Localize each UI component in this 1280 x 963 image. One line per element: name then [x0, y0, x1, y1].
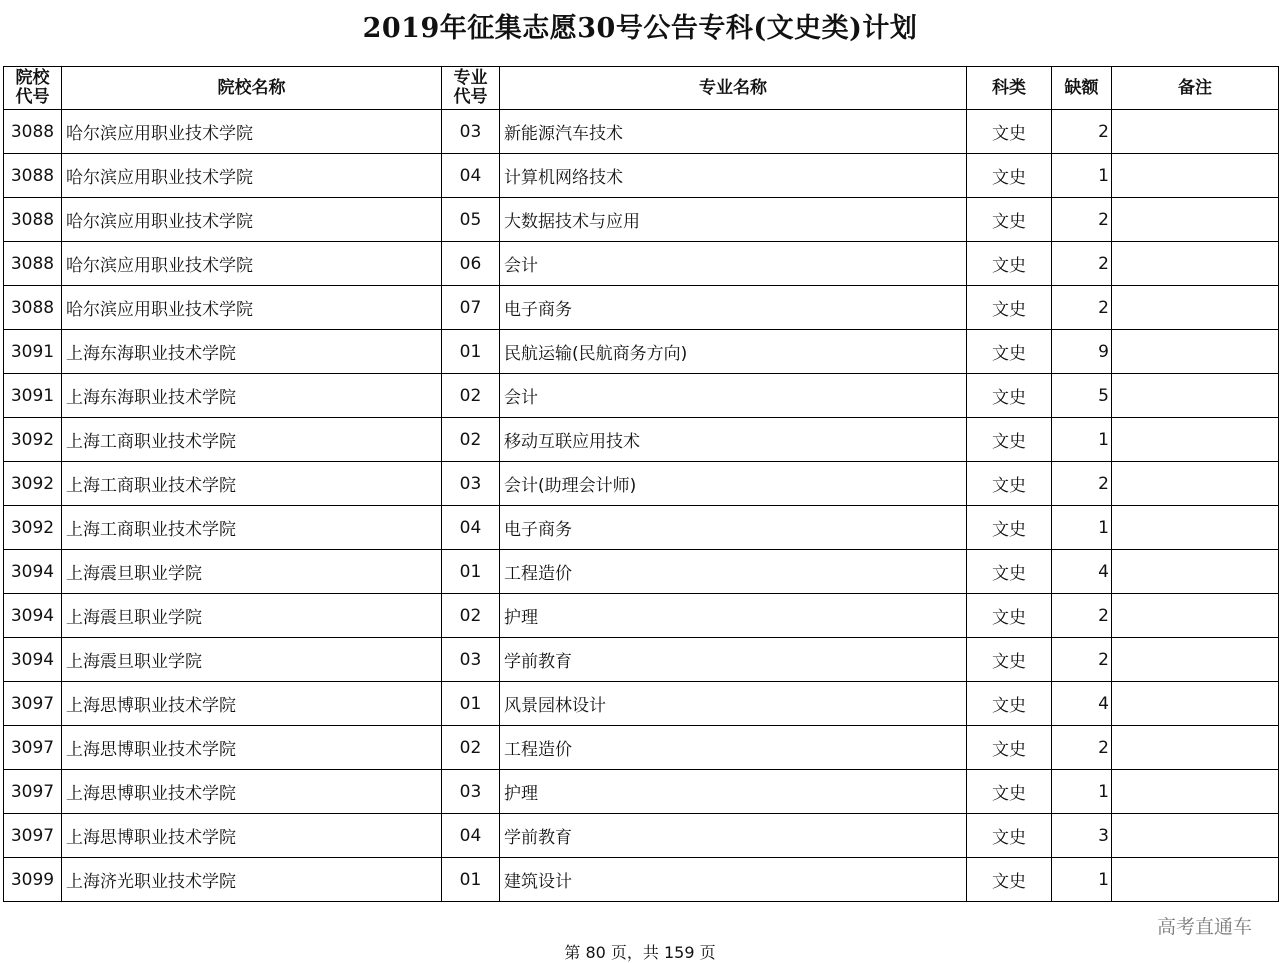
cell-vacancy: 5 — [1052, 374, 1112, 418]
table-header-row — [4, 67, 1279, 110]
cell-remark — [1112, 418, 1279, 462]
cell-major-name: 护理 — [500, 594, 967, 638]
cell-major-name: 会计 — [500, 242, 967, 286]
cell-major-code: 03 — [442, 110, 500, 154]
cell-major-code: 01 — [442, 682, 500, 726]
cell-school-code: 3097 — [4, 682, 62, 726]
cell-major-code: 07 — [442, 286, 500, 330]
cell-major-code: 02 — [442, 418, 500, 462]
cell-remark — [1112, 110, 1279, 154]
cell-vacancy: 1 — [1052, 418, 1112, 462]
cell-vacancy: 4 — [1052, 550, 1112, 594]
cell-school-code: 3099 — [4, 858, 62, 902]
table-row — [4, 154, 1279, 198]
cell-school-name: 上海东海职业技术学院 — [62, 374, 442, 418]
cell-category: 文史 — [967, 638, 1052, 682]
cell-school-name: 上海工商职业技术学院 — [62, 462, 442, 506]
cell-category: 文史 — [967, 506, 1052, 550]
cell-remark — [1112, 154, 1279, 198]
cell-major-name: 电子商务 — [500, 286, 967, 330]
cell-category: 文史 — [967, 858, 1052, 902]
cell-major-name: 会计(助理会计师) — [500, 462, 967, 506]
table-row — [4, 242, 1279, 286]
cell-remark — [1112, 682, 1279, 726]
cell-category: 文史 — [967, 242, 1052, 286]
cell-major-name: 电子商务 — [500, 506, 967, 550]
cell-category: 文史 — [967, 462, 1052, 506]
cell-school-name: 上海思博职业技术学院 — [62, 770, 442, 814]
header-major-code-line1: 专业 — [453, 68, 488, 88]
cell-remark — [1112, 594, 1279, 638]
cell-vacancy: 2 — [1052, 726, 1112, 770]
cell-school-code: 3094 — [4, 550, 62, 594]
cell-school-code: 3091 — [4, 374, 62, 418]
cell-vacancy: 1 — [1052, 858, 1112, 902]
cell-major-code: 04 — [442, 814, 500, 858]
cell-school-name: 上海思博职业技术学院 — [62, 814, 442, 858]
cell-major-name: 民航运输(民航商务方向) — [500, 330, 967, 374]
cell-category: 文史 — [967, 814, 1052, 858]
cell-school-code: 3092 — [4, 506, 62, 550]
cell-school-code: 3088 — [4, 154, 62, 198]
cell-school-name: 上海震旦职业学院 — [62, 638, 442, 682]
cell-remark — [1112, 550, 1279, 594]
cell-vacancy: 4 — [1052, 682, 1112, 726]
cell-vacancy: 2 — [1052, 594, 1112, 638]
table-row — [4, 814, 1279, 858]
cell-category: 文史 — [967, 330, 1052, 374]
header-major-code — [442, 67, 500, 110]
cell-category: 文史 — [967, 110, 1052, 154]
cell-major-name: 风景园林设计 — [500, 682, 967, 726]
watermark: 高考直通车 — [1156, 916, 1252, 938]
cell-category: 文史 — [967, 286, 1052, 330]
table-row — [4, 506, 1279, 550]
table-row — [4, 770, 1279, 814]
cell-school-name: 哈尔滨应用职业技术学院 — [62, 286, 442, 330]
cell-major-name: 学前教育 — [500, 814, 967, 858]
cell-major-name: 建筑设计 — [500, 858, 967, 902]
table-row — [4, 374, 1279, 418]
cell-major-code: 03 — [442, 638, 500, 682]
table-row — [4, 198, 1279, 242]
cell-vacancy: 1 — [1052, 770, 1112, 814]
cell-vacancy: 1 — [1052, 154, 1112, 198]
cell-major-name: 护理 — [500, 770, 967, 814]
plan-table — [3, 66, 1279, 902]
cell-school-code: 3092 — [4, 418, 62, 462]
page-footer: 第 80 页，共 159 页 — [564, 943, 716, 962]
table-row — [4, 330, 1279, 374]
header-major-name: 专业名称 — [500, 67, 967, 110]
cell-remark — [1112, 330, 1279, 374]
cell-remark — [1112, 374, 1279, 418]
header-school-code — [4, 67, 62, 110]
cell-remark — [1112, 506, 1279, 550]
cell-school-name: 上海工商职业技术学院 — [62, 506, 442, 550]
cell-major-code: 04 — [442, 154, 500, 198]
cell-category: 文史 — [967, 198, 1052, 242]
cell-category: 文史 — [967, 418, 1052, 462]
cell-remark — [1112, 198, 1279, 242]
header-category: 科类 — [967, 67, 1052, 110]
cell-vacancy: 2 — [1052, 110, 1112, 154]
cell-school-name: 上海震旦职业学院 — [62, 550, 442, 594]
table-row — [4, 638, 1279, 682]
cell-vacancy: 2 — [1052, 286, 1112, 330]
table-row — [4, 682, 1279, 726]
cell-major-name: 大数据技术与应用 — [500, 198, 967, 242]
table-row — [4, 858, 1279, 902]
cell-major-name: 新能源汽车技术 — [500, 110, 967, 154]
cell-vacancy: 2 — [1052, 198, 1112, 242]
cell-major-code: 02 — [442, 726, 500, 770]
table-row — [4, 418, 1279, 462]
cell-major-code: 01 — [442, 858, 500, 902]
cell-vacancy: 2 — [1052, 638, 1112, 682]
page-title: 2019年征集志愿30号公告专科(文史类)计划 — [362, 13, 918, 44]
cell-category: 文史 — [967, 374, 1052, 418]
cell-school-name: 上海工商职业技术学院 — [62, 418, 442, 462]
header-school-code-line1: 院校 — [15, 68, 50, 88]
cell-major-name: 移动互联应用技术 — [500, 418, 967, 462]
cell-major-name: 学前教育 — [500, 638, 967, 682]
cell-school-name: 上海济光职业技术学院 — [62, 858, 442, 902]
cell-school-code: 3088 — [4, 110, 62, 154]
cell-school-name: 哈尔滨应用职业技术学院 — [62, 242, 442, 286]
cell-remark — [1112, 638, 1279, 682]
table-row — [4, 594, 1279, 638]
cell-category: 文史 — [967, 682, 1052, 726]
cell-category: 文史 — [967, 550, 1052, 594]
cell-school-name: 哈尔滨应用职业技术学院 — [62, 110, 442, 154]
cell-school-name: 上海思博职业技术学院 — [62, 682, 442, 726]
header-school-name: 院校名称 — [62, 67, 442, 110]
cell-school-code: 3088 — [4, 198, 62, 242]
table-row — [4, 110, 1279, 154]
cell-major-name: 会计 — [500, 374, 967, 418]
cell-category: 文史 — [967, 770, 1052, 814]
cell-vacancy: 1 — [1052, 506, 1112, 550]
cell-major-code: 02 — [442, 594, 500, 638]
cell-school-name: 上海思博职业技术学院 — [62, 726, 442, 770]
cell-school-code: 3097 — [4, 726, 62, 770]
cell-remark — [1112, 286, 1279, 330]
table-row — [4, 462, 1279, 506]
header-school-code-line2: 代号 — [15, 87, 50, 107]
cell-school-code: 3097 — [4, 770, 62, 814]
cell-remark — [1112, 726, 1279, 770]
cell-school-name: 上海东海职业技术学院 — [62, 330, 442, 374]
cell-remark — [1112, 242, 1279, 286]
cell-school-name: 上海震旦职业学院 — [62, 594, 442, 638]
cell-vacancy: 9 — [1052, 330, 1112, 374]
table-row — [4, 286, 1279, 330]
cell-major-code: 01 — [442, 330, 500, 374]
cell-school-code: 3094 — [4, 594, 62, 638]
cell-remark — [1112, 462, 1279, 506]
header-remark: 备注 — [1112, 67, 1279, 110]
cell-major-name: 工程造价 — [500, 550, 967, 594]
table-row — [4, 550, 1279, 594]
cell-major-code: 02 — [442, 374, 500, 418]
cell-major-name: 计算机网络技术 — [500, 154, 967, 198]
header-vacancy: 缺额 — [1052, 67, 1112, 110]
cell-vacancy: 2 — [1052, 462, 1112, 506]
cell-school-code: 3088 — [4, 286, 62, 330]
cell-school-code: 3097 — [4, 814, 62, 858]
cell-school-code: 3094 — [4, 638, 62, 682]
cell-remark — [1112, 770, 1279, 814]
cell-school-code: 3092 — [4, 462, 62, 506]
cell-remark — [1112, 858, 1279, 902]
header-major-code-line2: 代号 — [453, 87, 488, 107]
cell-school-code: 3088 — [4, 242, 62, 286]
cell-major-code: 03 — [442, 462, 500, 506]
cell-major-name: 工程造价 — [500, 726, 967, 770]
table-row — [4, 726, 1279, 770]
cell-major-code: 05 — [442, 198, 500, 242]
cell-category: 文史 — [967, 594, 1052, 638]
cell-major-code: 06 — [442, 242, 500, 286]
cell-major-code: 04 — [442, 506, 500, 550]
cell-category: 文史 — [967, 726, 1052, 770]
cell-category: 文史 — [967, 154, 1052, 198]
cell-school-name: 哈尔滨应用职业技术学院 — [62, 154, 442, 198]
cell-school-name: 哈尔滨应用职业技术学院 — [62, 198, 442, 242]
cell-vacancy: 2 — [1052, 242, 1112, 286]
cell-major-code: 03 — [442, 770, 500, 814]
cell-major-code: 01 — [442, 550, 500, 594]
cell-school-code: 3091 — [4, 330, 62, 374]
table-body — [4, 110, 1279, 902]
cell-remark — [1112, 814, 1279, 858]
cell-vacancy: 3 — [1052, 814, 1112, 858]
